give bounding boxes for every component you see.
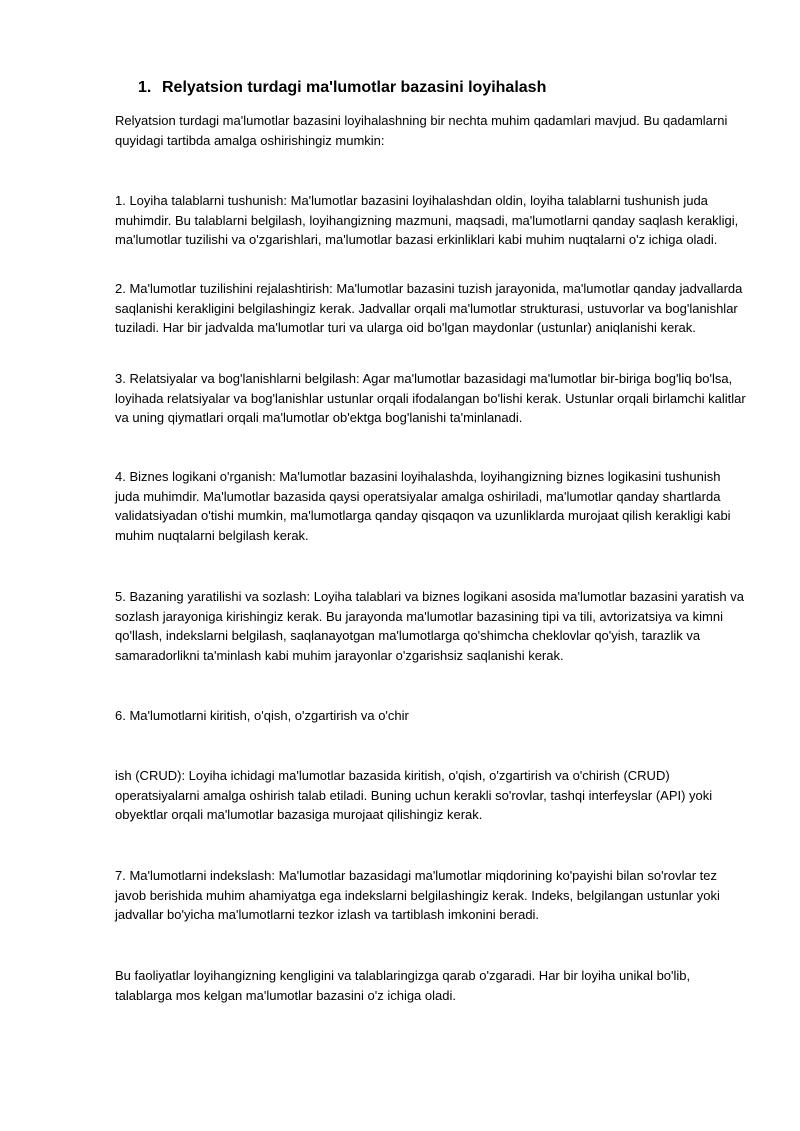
section-number: 1. — [138, 79, 152, 96]
step-3-paragraph: 3. Relatsiyalar va bog'lanishlarni belgilash: Agar ma'lumotlar bazasidagi ma'lumotlar bir-biriga bog'liq bo'lsa, loyihada relatsiyalar va bog'lanishlar ustunlar orqali ifodalangan bo'lishi kerak. Ustunlar orqali birlamchi kalitlar va uning qiymatlari orqali ma'lumotlar ob'ektga bog'lanishi ta'minlanadi. — [115, 371, 746, 425]
step-7-paragraph: 7. Ma'lumotlarni indekslash: Ma'lumotlar bazasidagi ma'lumotlar miqdorining ko'payishi bilan so'rovlar tez javob berishida muhim ahamiyatga ega indekslarni belgilashingiz kerak. Indeks, belgilangan ustunlar yoki jadvallar bo'yicha ma'lumotlarni tezkor izlash va tartiblash imkonini beradi. — [115, 868, 720, 922]
step-6-heading-fragment: 6. Ma'lumotlarni kiritish, o'qish, o'zgartirish va o'chir — [115, 708, 409, 723]
step-5-paragraph: 5. Bazaning yaratilishi va sozlash: Loyiha talablari va biznes logikani asosida ma'lumotlar bazasini yaratish va sozlash jarayoniga kirishingiz kerak. Bu jarayonda ma'lumotlar bazasining tipi va tili, avtorizatsiya va kimni qo'llash, indekslarni belgilash, saqlanayotgan ma'lumotlarga qo'shimcha cheklovlar qo'yish, tarazlik va samaradorlikni ta'minlash kabi muhim jarayonlar o'zgarishsiz saqlanishi kerak. — [115, 589, 744, 663]
section-title: Relyatsion turdagi ma'lumotlar bazasini loyihalash — [162, 79, 547, 96]
step-6-continuation-paragraph: ish (CRUD): Loyiha ichidagi ma'lumotlar bazasida kiritish, o'qish, o'zgartirish va o'chirish (CRUD) operatsiyalarni amalga oshirish talab etiladi. Buning uchun kerakli so'rovlar, tashqi interfeyslar (API) yoki obyektlar orqali ma'lumotlar bazasiga murojaat qilishingiz kerak. — [115, 768, 713, 822]
step-4-paragraph: 4. Biznes logikani o'rganish: Ma'lumotlar bazasini loyihalashda, loyihangizning biznes logikasini tushunish juda muhimdir. Ma'lumotlar bazasida qaysi operatsiyalar amalga oshiriladi, ma'lumotlar qanday shartlarda validatsiyadan o'tishi mumkin, ma'lumotlarga qanday qisqaqon va uzunliklarda murojaat qilish kerakligi kabi muhim nuqtalarni belgilash kerak. — [115, 469, 731, 543]
section-heading — [138, 78, 546, 98]
step-2-paragraph: 2. Ma'lumotlar tuzilishini rejalashtirish: Ma'lumotlar bazasini tuzish jarayonida, ma'lumotlar qanday jadvallarda saqlanishi kerakligini belgilashingiz kerak. Jadvallar orqali ma'lumotlar strukturasi, ustuvorlar va bog'lanishlar tuziladi. Har bir jadvalda ma'lumotlar turi va ularga oid bo'lgan maydonlar (ustunlar) aniqlanishi kerak. — [115, 281, 743, 335]
step-1-paragraph: 1. Loyiha talablarni tushunish: Ma'lumotlar bazasini loyihalashdan oldin, loyiha talablarni tushunish juda muhimdir. Bu talablarni belgilash, loyihangizning mazmuni, maqsadi, ma'lumotlarni qanday saqlash kerakligi, ma'lumotlar tuzilishi va o'zgarishlari, ma'lumotlar bazasi erkinliklari kabi muhim nuqtalarni o'z ichiga oladi. — [115, 193, 739, 247]
closing-paragraph: Bu faoliyatlar loyihangizning kengligini va talablaringizga qarab o'zgaradi. Har bir loyiha unikal bo'lib, talablarga mos kelgan ma'lumotlar bazasini o'z ichiga oladi. — [115, 968, 691, 1003]
intro-paragraph: Relyatsion turdagi ma'lumotlar bazasini loyihalashning bir nechta muhim qadamlari mavjud. Bu qadamlarni quyidagi tartibda amalga oshirishingiz mumkin: — [115, 113, 728, 148]
